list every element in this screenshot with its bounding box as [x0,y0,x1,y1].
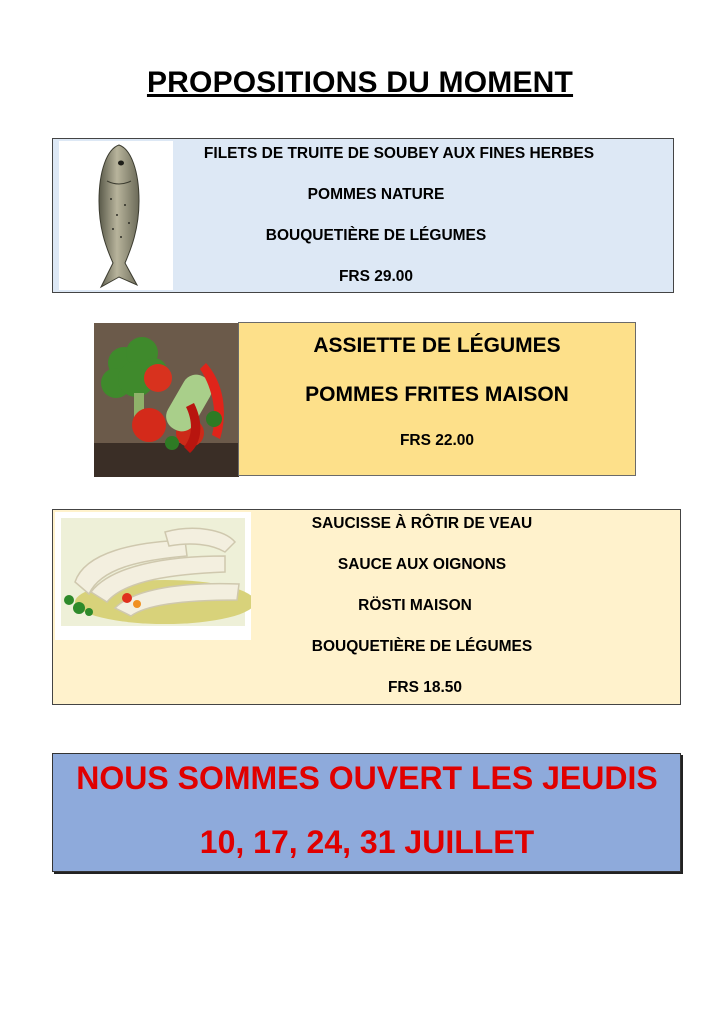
menu2-price: FRS 22.00 [399,432,475,449]
menu2-line-2: POMMES FRITES MAISON [305,383,569,406]
notice-line-1: NOUS SOMMES OUVERT LES JEUDIS [76,760,658,796]
menu3-line-4: BOUQUETIÈRE DE LÉGUMES [311,638,533,655]
vegetables-photo [94,323,239,477]
menu-card-vegetables [238,322,636,476]
menu2-line-1: ASSIETTE DE LÉGUMES [313,334,561,357]
menu3-line-2: SAUCE AUX OIGNONS [337,556,507,573]
notice-dates: 10, 17, 24, 31 JUILLET [199,824,535,860]
menu3-line-3: RÖSTI MAISON [358,597,472,614]
page-title: PROPOSITIONS DU MOMENT [146,66,574,99]
veal-sausage-photo [55,512,251,640]
menu3-price: FRS 18.50 [387,679,463,696]
menu1-price: FRS 29.00 [338,268,414,285]
menu1-line-2: POMMES NATURE [307,186,445,203]
menu3-line-1: SAUCISSE À RÔTIR DE VEAU [311,515,533,532]
opening-notice [52,753,681,872]
trout-fish-photo [59,141,173,290]
menu1-line-3: BOUQUETIÈRE DE LÉGUMES [265,227,487,244]
menu-card-trout [52,138,674,293]
menu1-line-1: FILETS DE TRUITE DE SOUBEY AUX FINES HERBES [203,145,595,162]
menu-card-sausage [52,509,681,705]
